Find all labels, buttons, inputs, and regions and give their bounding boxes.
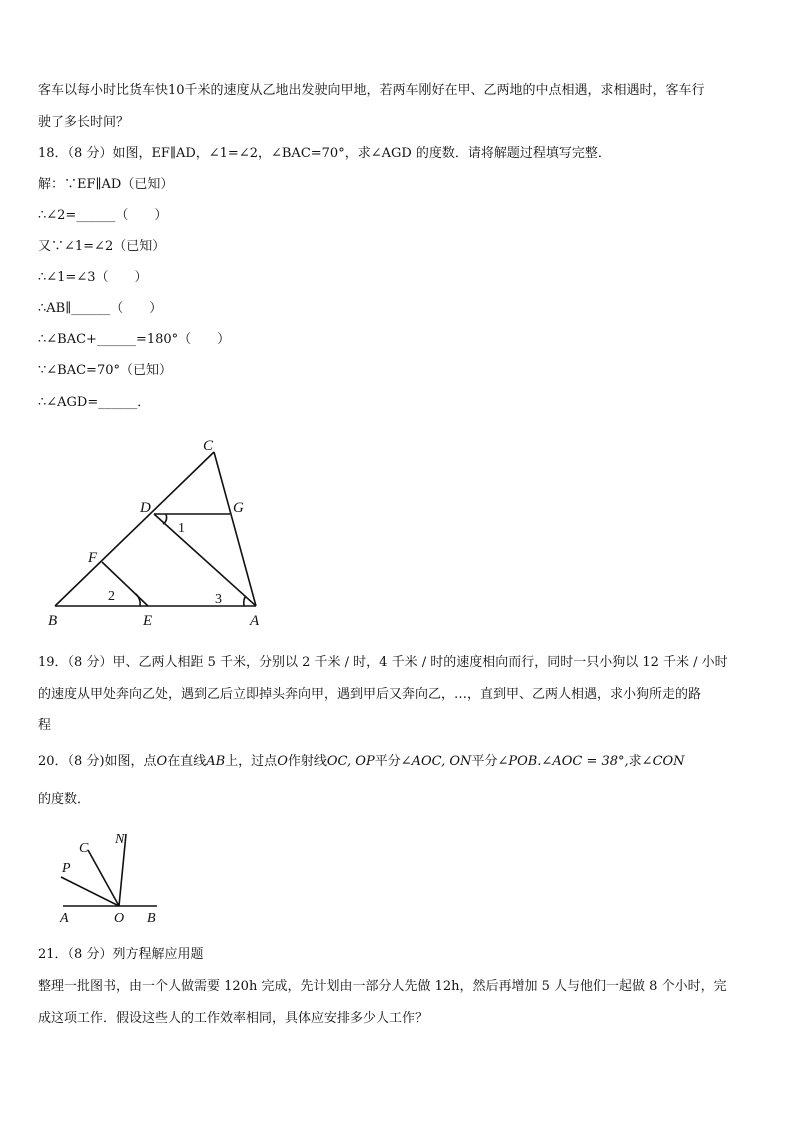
- p20-point-O-2: O: [277, 754, 288, 769]
- p20-text-d: 作射线: [287, 754, 327, 769]
- angle-2-arc: [136, 594, 140, 606]
- p20-text-e: 平分: [374, 754, 401, 769]
- label-B: B: [147, 911, 156, 926]
- p20-angle-aoc: ∠AOC, ON: [400, 754, 472, 769]
- p17-line-2: 驶了多长时间？: [38, 115, 130, 130]
- label-N: N: [115, 832, 125, 847]
- angle-3-arc: [244, 596, 246, 606]
- label-B: B: [48, 613, 58, 629]
- p20-text-c: 上，过点: [225, 754, 278, 769]
- label-angle-1: 1: [178, 521, 185, 536]
- p21-line-2: 成这项工作．假设这些人的工作效率相同，具体应安排多少人工作？: [38, 1011, 429, 1026]
- label-C: C: [79, 841, 89, 856]
- label-G: G: [233, 500, 244, 516]
- p20-line-1: [38, 753, 685, 771]
- p18-step-4: ∴∠1=∠3（ ）: [38, 270, 148, 285]
- p18-step-1: 解：∵EF∥AD（已知）: [38, 177, 174, 192]
- p19-line-2: 的速度从甲处奔向乙处，遇到乙后立即掉头奔向甲，遇到甲后又奔向乙，…，直到甲、乙两人相遇，求小狗所走的路: [38, 687, 702, 702]
- p20-text-b: 在直线: [167, 754, 207, 769]
- p18-step-6: ∴∠BAC+______=180°（ ）: [38, 332, 231, 347]
- p20-condition: ∠POB.∠AOC = 38°,: [497, 754, 629, 769]
- segment-DA: [154, 514, 256, 606]
- p20-text-g: 求: [628, 754, 642, 769]
- p18-step-2: ∴∠2=______（ ）: [38, 208, 168, 223]
- p20-line-2: 的度数．: [38, 792, 91, 807]
- p20-point-O: O: [156, 754, 168, 769]
- p20-rays-figure: [55, 826, 185, 926]
- label-D: D: [140, 500, 151, 516]
- label-F: F: [88, 550, 98, 566]
- p19-line-1: 19．（8 分）甲、乙两人相距 5 千米，分别以 2 千米 / 时，4 千米 / 时的速度相向而行，同时一只小狗以 12 千米 / 小时: [38, 655, 728, 670]
- p19-line-3: 程: [38, 718, 52, 733]
- p18-triangle-figure: [40, 428, 300, 638]
- p20-rays: OC, OP: [326, 754, 375, 769]
- p21-title: 21．（8 分）列方程解应用题: [38, 947, 204, 962]
- label-angle-2: 2: [108, 589, 115, 604]
- label-E: E: [143, 613, 153, 629]
- label-A: A: [60, 911, 69, 926]
- p20-line-AB: AB: [206, 754, 226, 769]
- label-angle-3: 3: [215, 592, 222, 607]
- label-C: C: [203, 438, 214, 454]
- p18-step-5: ∴AB∥______（ ）: [38, 301, 163, 316]
- label-O: O: [114, 911, 125, 926]
- segment-CA: [214, 452, 256, 606]
- p18-step-8: ∴∠AGD=______．: [38, 395, 151, 410]
- label-P: P: [62, 861, 71, 876]
- p20-text-f: 平分: [471, 754, 498, 769]
- segment-BC: [55, 452, 214, 606]
- p18-step-7: ∵∠BAC=70°（已知）: [38, 363, 172, 378]
- p18-step-3: 又∵∠1=∠2（已知）: [38, 239, 166, 254]
- p17-line-1: 客车以每小时比货车快10千米的速度从乙地出发驶向甲地，若两车刚好在甲、乙两地的中点相遇，求相遇时，客车行: [38, 83, 705, 98]
- p20-angle-con: ∠CON: [641, 754, 685, 769]
- p18-header: 18．（8 分）如图，EF∥AD，∠1=∠2，∠BAC=70°，求∠AGD 的度数．请将解题过程填写完整．: [38, 146, 611, 161]
- label-A: A: [250, 613, 260, 629]
- p21-line-1: 整理一批图书，由一个人做需要 120h 完成，先计划由一部分人先做 12h，然后再增加 5 人与他们一起做 8 个小时，完: [38, 979, 727, 994]
- p20-text-a: 20．（8 分)如图，点: [38, 754, 157, 769]
